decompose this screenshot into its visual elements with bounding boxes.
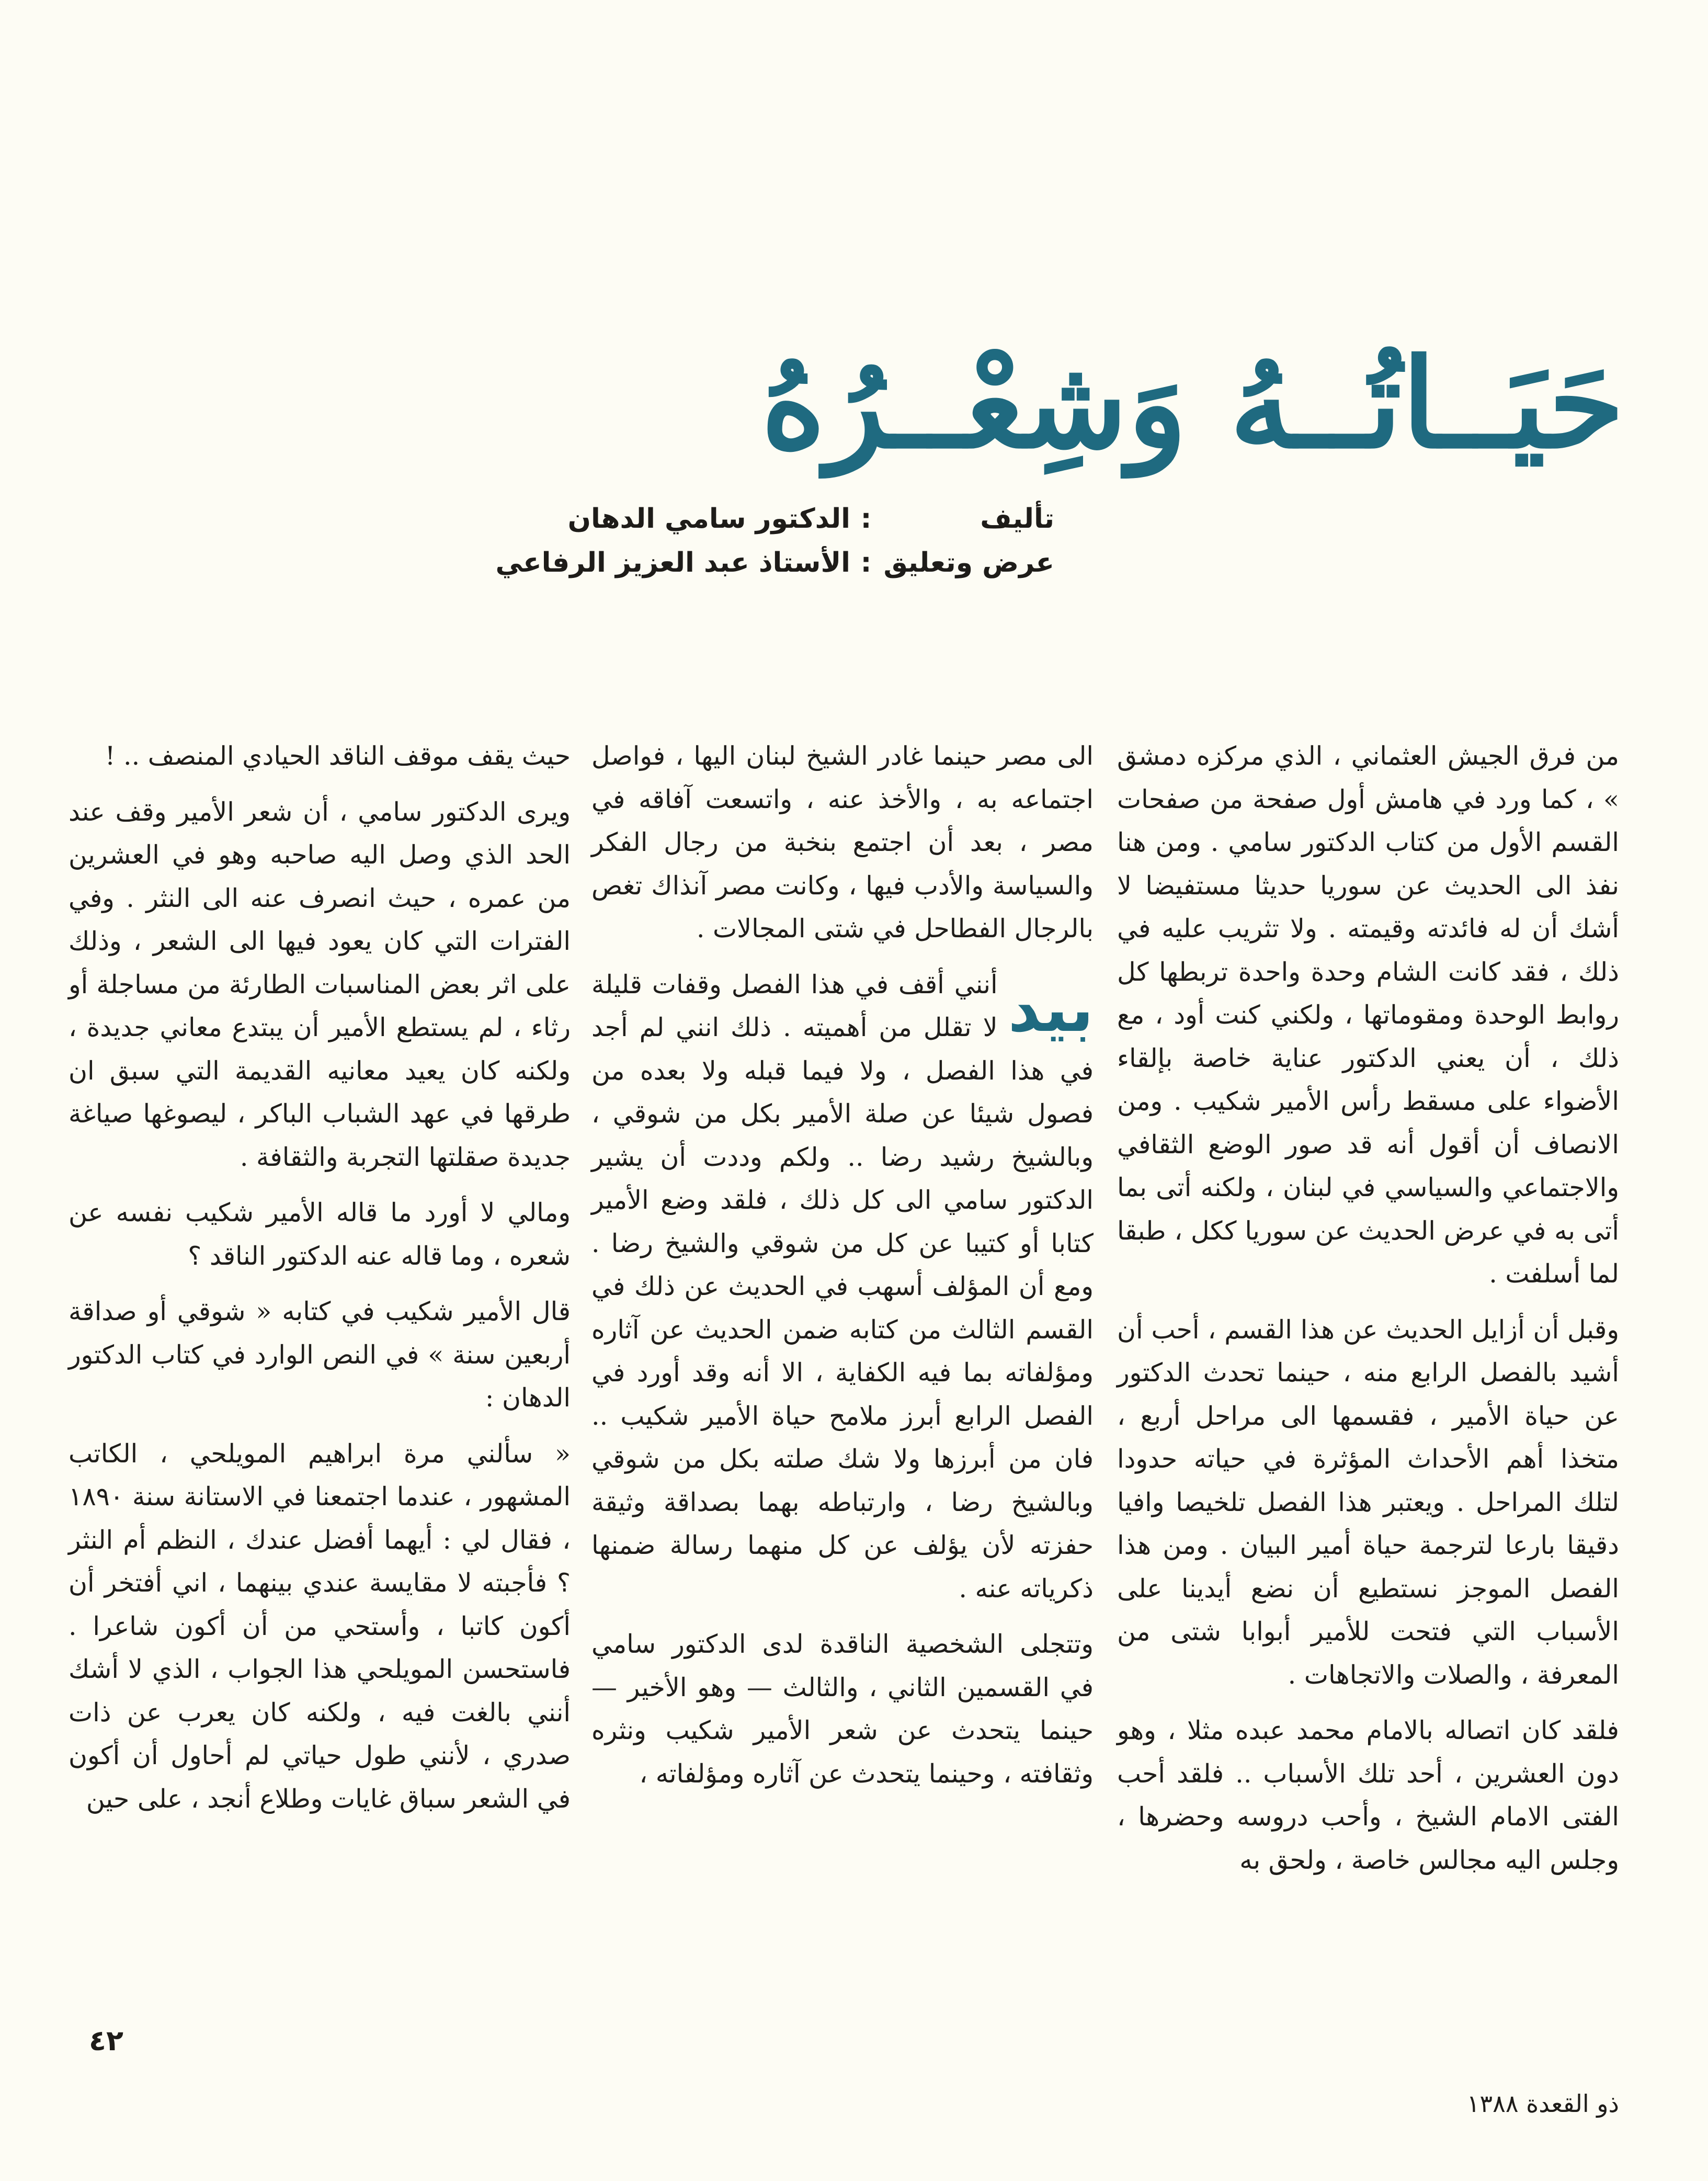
article-title: حَيَــاتُــهُ وَشِعْــرُهُ: [761, 332, 1624, 476]
paragraph: وتتجلى الشخصية الناقدة لدى الدكتور سامي في القسمين الثاني ، والثالث — وهو الأخير — حينما يتحدث عن شعر الأمير شكيب ونثره وثقافته ، وحينما يتحدث عن آثاره ومؤلفاته ،: [591, 1629, 1094, 1789]
paragraph: ويرى الدكتور سامي ، أن شعر الأمير وقف عند الحد الذي وصل اليه صاحبه وهو في العشرين من عمره ، حيث انصرف عنه الى النثر . وفي الفترات التي كان يعود فيها الى الشعر ، وذلك على اثر بعض المناسبات الطارئة من مساجلة أو رثاء ، لم يستطع الأمير أن يبتدع معاني جديدة ، ولكنه كان يعيد معانيه القديمة التي سبق ان طرقها في عهد الشباب الباكر ، ليصوغها صياغة جديدة صقلتها التجربة والثقافة .: [69, 797, 571, 1172]
paragraph: فلقد كان اتصاله بالامام محمد عبده مثلا ، وهو دون العشرين ، أحد تلك الأسباب .. فلقد أحب الفتى الامام الشيخ ، وأحب دروسه وحضرها ، وجلس اليه مجالس خاصة ، ولحق به: [1117, 1716, 1619, 1875]
paragraph: الى مصر حينما غادر الشيخ لبنان اليها ، فواصل اجتماعه به ، والأخذ عنه ، واتسعت آفاقه في مصر ، بعد أن اجتمع بنخبة من رجال الفكر والسياسة والأدب فيها ، وكانت مصر آنذاك تغص بالرجال الفطاحل في شتى المجالات .: [591, 741, 1094, 944]
credit-separator: :: [860, 547, 872, 578]
author-name: الدكتور سامي الدهان: [567, 503, 850, 535]
article-credits: [479, 497, 1054, 585]
drop-cap-word: بيد: [1008, 973, 1094, 1046]
paragraph: وقبل أن أزايل الحديث عن هذا القسم ، أحب أن أشيد بالفصل الرابع منه ، حينما تحدث الدكتور عن حياة الأمير ، فقسمها الى مراحل أربع ، متخذا أهم الأحداث المؤثرة في حياته حدودا لتلك المراحل . ويعتبر هذا الفصل تلخيصا وافيا دقيقا بارعا لترجمة حياة أمير البيان . ومن هذا الفصل الموجز نستطيع أن نضع أيدينا على الأسباب التي فتحت للأمير أبوابا شتى من المعرفة ، والصلات والاتجاهات .: [1117, 1314, 1619, 1690]
author-credit: [479, 497, 1054, 541]
paragraph: [591, 963, 1094, 1611]
reviewer-name: الأستاذ عبد العزيز الرفاعي: [495, 547, 850, 578]
text-column-2: [591, 735, 1094, 2001]
credit-separator: :: [860, 503, 872, 535]
page-number: ٤٢: [89, 2024, 123, 2057]
reviewer-role: عرض وتعليق: [883, 547, 1054, 578]
author-role: تأليف: [980, 503, 1054, 535]
paragraph: من فرق الجيش العثماني ، الذي مركزه دمشق » ، كما ورد في هامش أول صفحة من صفحات القسم الأول من كتاب الدكتور سامي . ومن هنا نفذ الى الحديث عن سوريا حديثا مستفيضا لا أشك أن له فائدته وقيمته . ولا تثريب عليه في ذلك ، فقد كانت الشام وحدة واحدة تربطها كل روابط الوحدة ومقوماتها ، ولكني كنت أود ، مع ذلك ، أن يعني الدكتور عناية خاصة بإلقاء الأضواء على مسقط رأس الأمير شكيب . ومن الانصاف أن أقول أنه قد صور الوضع الثقافي والاجتماعي والسياسي في لبنان ، ولكنه أتى بما أتى به في عرض الحديث عن سوريا ككل ، طبقا لما أسلفت .: [1117, 741, 1619, 1289]
issue-date: ذو القعدة ١٣٨٨: [1466, 2089, 1619, 2118]
text-column-3: [69, 735, 571, 2001]
paragraph: ومالي لا أورد ما قاله الأمير شكيب نفسه عن شعره ، وما قاله عنه الدكتور الناقد ؟: [69, 1198, 571, 1271]
paragraph: « سألني مرة ابراهيم المويلحي ، الكاتب المشهور ، عندما اجتمعنا في الاستانة سنة ١٨٩٠ ، فقال لي : أيهما أفضل عندك ، النظم أم النثر ؟ فأجبته لا مقايسة عندي بينهما ، اني أفتخر أن أكون كاتبا ، وأستحي من أن أكون شاعرا . فاستحسن المويلحي هذا الجواب ، الذي لا أشك أنني بالغت فيه ، ولكنه كان يعرب عن ذات صدري ، لأنني طول حياتي لم أحاول أن أكون في الشعر سباق غايات وطلاع أنجد ، على حين: [69, 1438, 571, 1814]
text-column-1: [1117, 735, 1619, 2001]
paragraph: حيث يقف موقف الناقد الحيادي المنصف .. !: [105, 741, 571, 771]
paragraph-text: أنني أقف في هذا الفصل وقفات قليلة لا تقلل من أهميته . ذلك انني لم أجد في هذا الفصل ، ولا فيما قبله ولا بعده من فصول شيئا عن صلة الأمير بكل من شوقي ، وبالشيخ رشيد رضا .. ولكم وددت أن يشير الدكتور سامي الى كل ذلك ، فلقد وضع الأمير كتابا أو كتيبا عن كل من شوقي والشيخ رضا . ومع أن المؤلف أسهب في الحديث عن ذلك في القسم الثالث من كتابه ضمن الحديث عن آثاره ومؤلفاته بما فيه الكفاية ، الا أنه وقد أورد في الفصل الرابع أبرز ملامح حياة الأمير شكيب .. فان من أبرزها ولا شك صلته بكل من شوقي وبالشيخ رضا ، وارتباطه بهما بصداقة وثيقة حفزته لأن يؤلف عن كل منهما رسالة ضمنها ذكرياته عنه .: [591, 969, 1094, 1604]
paragraph: قال الأمير شكيب في كتابه « شوقي أو صداقة أربعين سنة » في النص الوارد في كتاب الدكتور الدهان :: [69, 1297, 571, 1413]
reviewer-credit: [479, 541, 1054, 585]
